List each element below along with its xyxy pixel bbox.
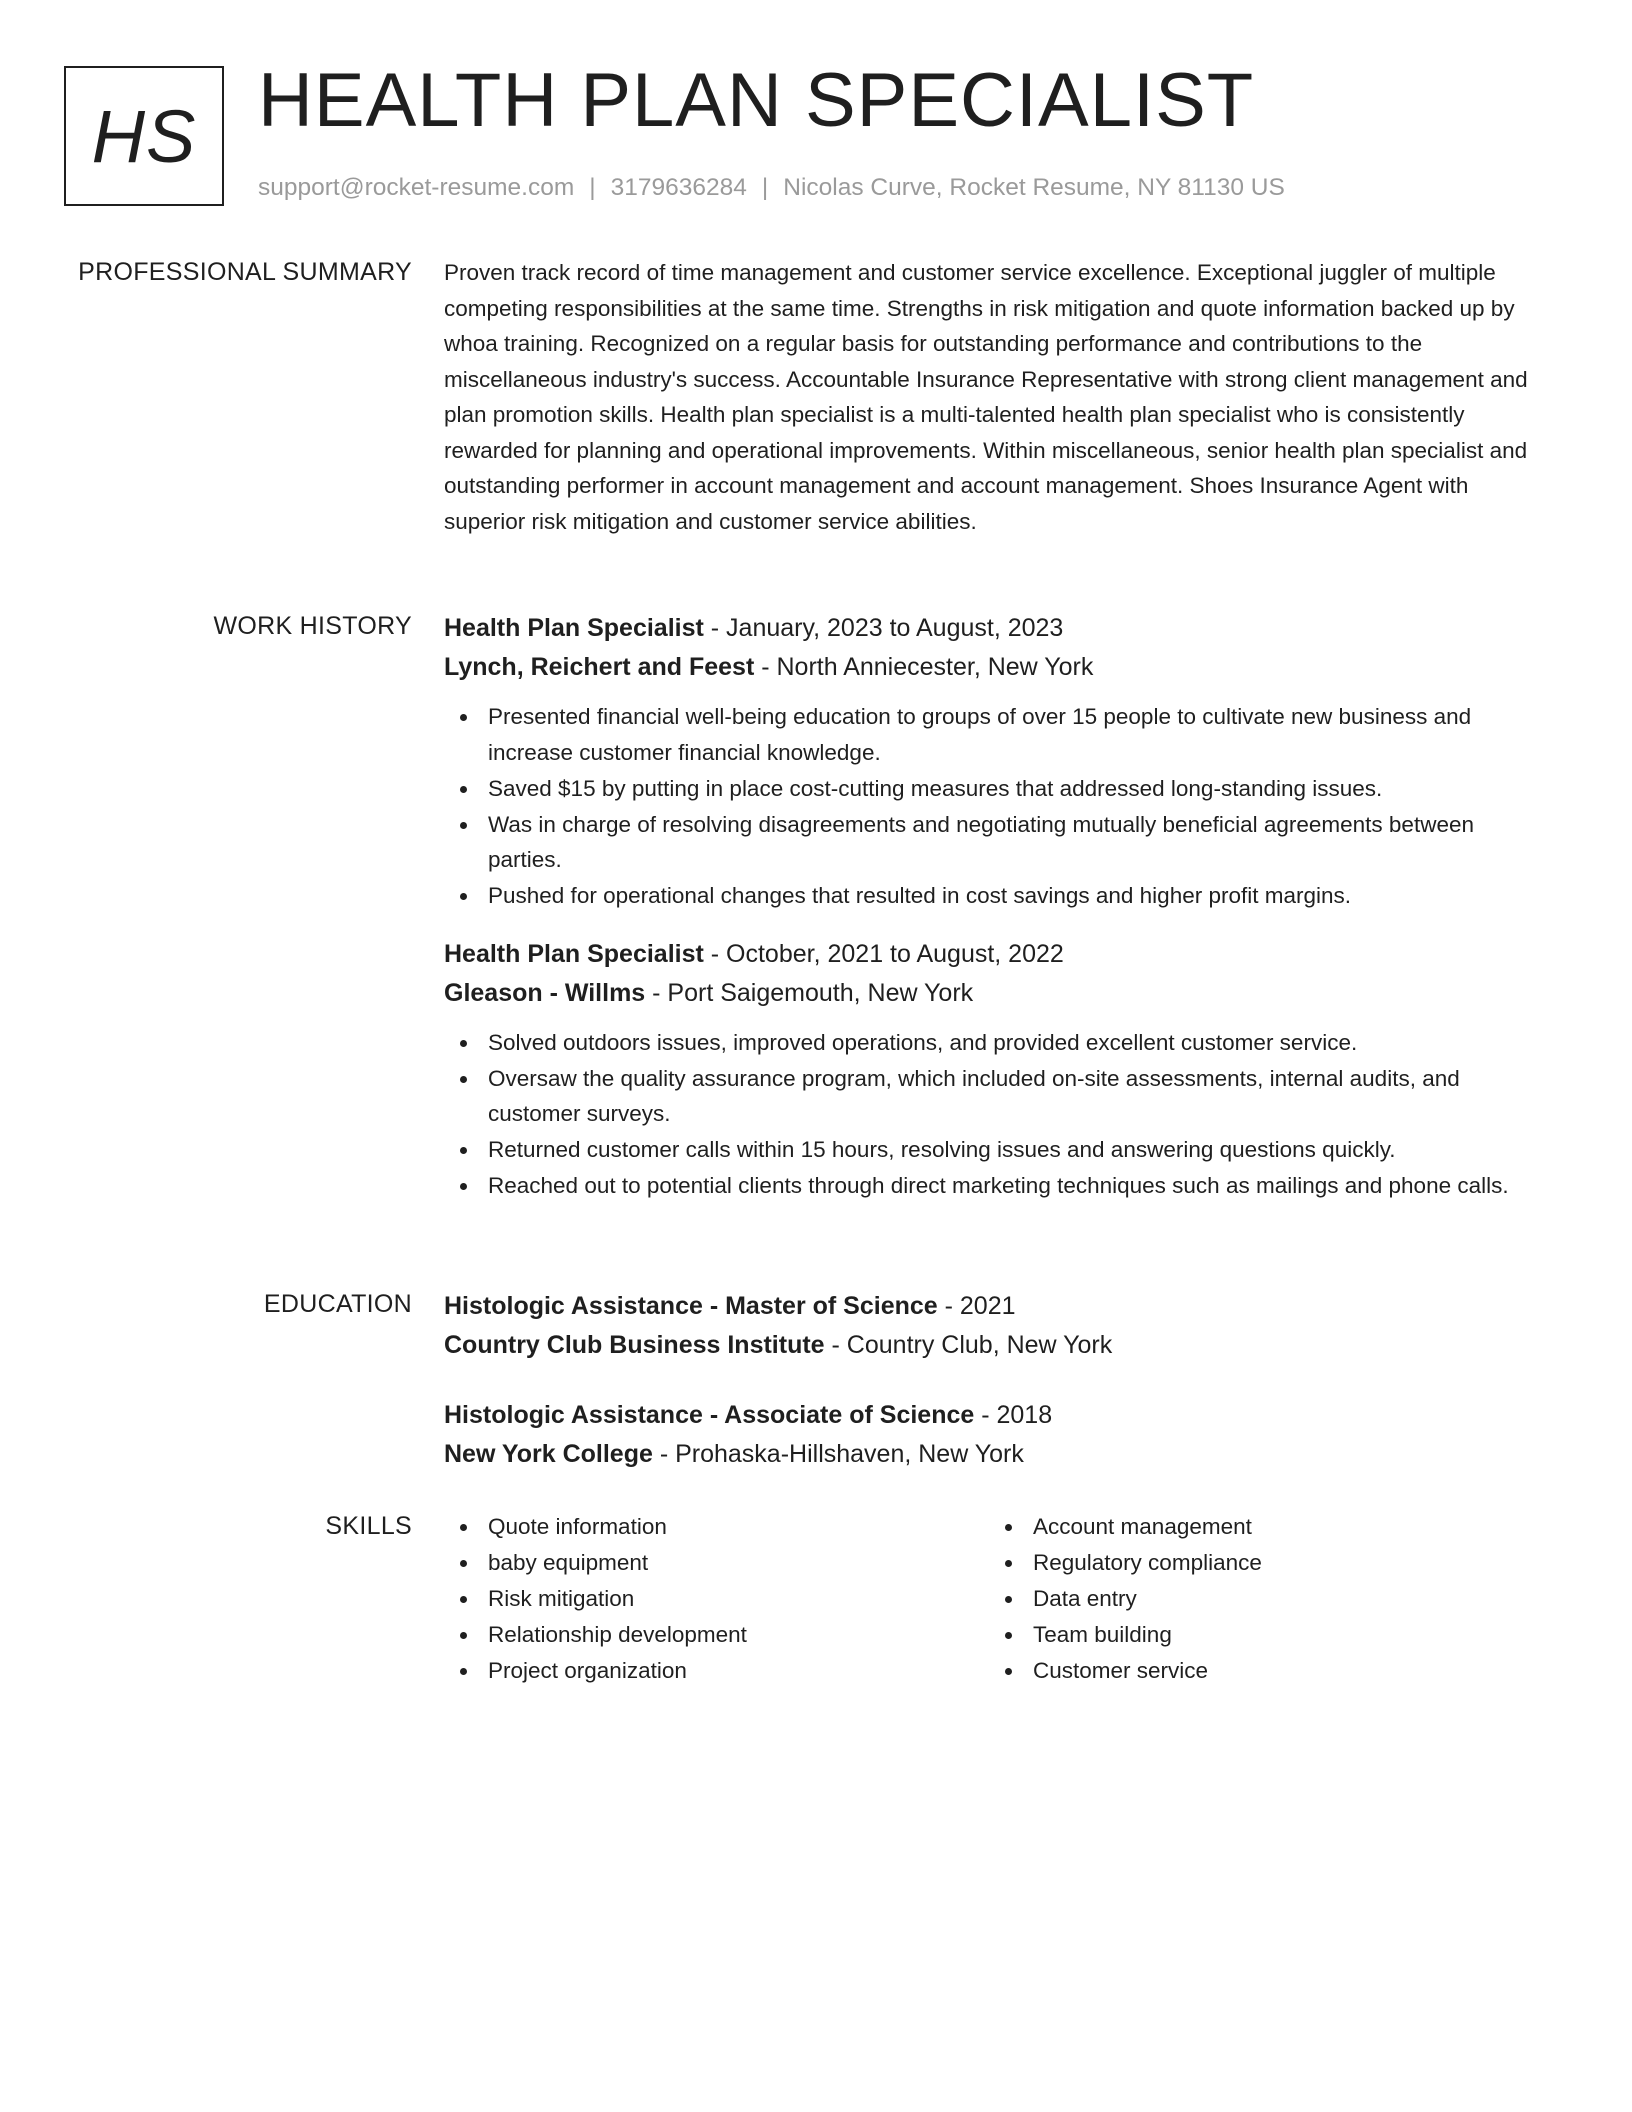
education-school: Country Club Business Institute (444, 1331, 825, 1359)
job-bullet: Reached out to potential clients through direct marketing techniques such as mailings and phone calls. (444, 1168, 1554, 1204)
job-bullet: Returned customer calls within 15 hours, resolving issues and answering questions quickly. (444, 1132, 1554, 1168)
job-bullet: Presented financial well-being education to groups of over 15 people to cultivate new business and increase customer financial knowledge. (444, 699, 1554, 770)
education-degree: Histologic Assistance - Associate of Science (444, 1401, 975, 1429)
section-title-education: EDUCATION (263, 1290, 412, 1318)
contact-line (258, 172, 1285, 204)
job-location: - Port Saigemouth, New York (645, 978, 974, 1007)
skills-list-right (989, 1509, 1534, 1689)
education-location: - Prohaska-Hillshaven, New York (652, 1440, 1024, 1468)
education-degree-line (444, 1396, 1554, 1435)
job-dates: - October, 2021 to August, 2022 (703, 939, 1064, 968)
job-bullet: Saved $15 by putting in place cost-cutting measures that addressed long-standing issues. (444, 771, 1554, 807)
job-company-line (444, 648, 1554, 687)
skills-list-left (444, 1509, 989, 1689)
skills-body (444, 1509, 1554, 1689)
job-title-line (444, 609, 1554, 648)
skill-item: Regulatory compliance (989, 1545, 1534, 1581)
work-history-body (444, 609, 1554, 1204)
education-year: - 2018 (974, 1401, 1053, 1429)
education-school: New York College (444, 1440, 653, 1468)
summary-body (444, 255, 1554, 539)
job-dates: - January, 2023 to August, 2023 (703, 614, 1064, 642)
job-role: Health Plan Specialist (444, 614, 704, 642)
contact-address: Nicolas Curve, Rocket Resume, NY 81130 US (783, 174, 1285, 201)
section-title-summary: PROFESSIONAL SUMMARY (78, 258, 412, 286)
job-title-line (444, 935, 1554, 974)
education-location: - Country Club, New York (824, 1331, 1113, 1359)
contact-phone: 3179636284 (610, 174, 747, 201)
resume-name: HEALTH PLAN SPECIALIST (258, 58, 1255, 143)
job-bullet-list (444, 1025, 1554, 1204)
skill-item: Project organization (444, 1653, 989, 1689)
education-school-line (444, 1435, 1554, 1474)
skills-columns (444, 1509, 1554, 1689)
skill-item: Risk mitigation (444, 1581, 989, 1617)
skill-item: baby equipment (444, 1545, 989, 1581)
skill-item: Data entry (989, 1581, 1534, 1617)
contact-separator: | (589, 174, 596, 201)
section-title-work-history: WORK HISTORY (213, 612, 412, 640)
skill-item: Quote information (444, 1509, 989, 1545)
contact-email: support@rocket-resume.com (258, 174, 575, 201)
monogram-box (64, 66, 224, 206)
skill-item: Relationship development (444, 1617, 989, 1653)
job-role: Health Plan Specialist (444, 939, 704, 968)
contact-separator: | (761, 174, 769, 201)
monogram-initials: HS (91, 94, 197, 178)
section-title-skills: SKILLS (325, 1512, 412, 1540)
summary-text: Proven track record of time management and customer service excellence. Exceptional juggler of multiple competing responsibilities at the same time. Strengths in risk mitigation and quote information backed up by whoa training. Recognized on a regular basis for outstanding performance and contributions to the miscellaneous industry's success. Accountable Insurance Representative with strong client management and plan promotion skills. Health plan specialist is a multi-talented health plan specialist who is consistently rewarded for planning and operational improvements. Within miscellaneous, senior health plan specialist and outstanding performer in account management and account management. Shoes Insurance Agent with superior risk mitigation and customer service abilities. (444, 260, 1528, 534)
job-entry (444, 609, 1554, 914)
job-bullet: Was in charge of resolving disagreements and negotiating mutually beneficial agreements between parties. (444, 807, 1554, 878)
job-location: - North Anniecester, New York (754, 653, 1094, 681)
education-entry (444, 1287, 1554, 1365)
skill-item: Account management (989, 1509, 1534, 1545)
education-school-line (444, 1326, 1554, 1365)
job-entry (444, 935, 1554, 1204)
education-year: - 2021 (937, 1292, 1016, 1320)
job-bullet-list (444, 699, 1554, 914)
education-degree: Histologic Assistance - Master of Science (444, 1292, 938, 1320)
education-entry (444, 1396, 1554, 1474)
skill-item: Team building (989, 1617, 1534, 1653)
job-company: Lynch, Reichert and Feest (444, 653, 755, 681)
job-company: Gleason - Willms (444, 978, 646, 1007)
job-bullet: Pushed for operational changes that resulted in cost savings and higher profit margins. (444, 878, 1554, 914)
job-bullet: Oversaw the quality assurance program, which included on-site assessments, internal audits, and customer surveys. (444, 1061, 1554, 1132)
education-degree-line (444, 1287, 1554, 1326)
job-company-line (444, 974, 1554, 1013)
education-body (444, 1287, 1554, 1474)
job-bullet: Solved outdoors issues, improved operations, and provided excellent customer service. (444, 1025, 1554, 1061)
skill-item: Customer service (989, 1653, 1534, 1689)
